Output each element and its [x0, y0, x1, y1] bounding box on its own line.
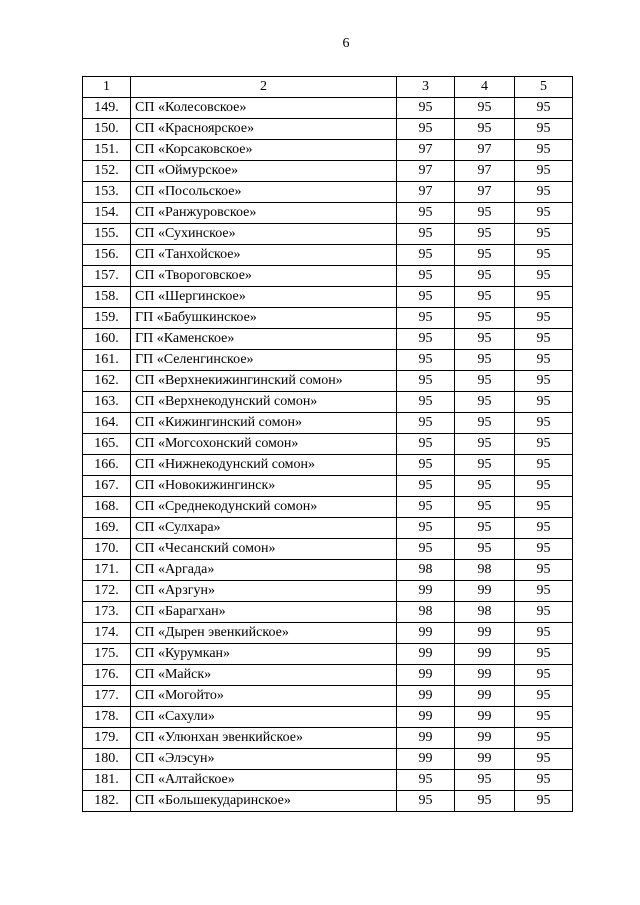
value-cell-5: 95 — [515, 602, 573, 623]
value-cell-5: 95 — [515, 455, 573, 476]
value-cell-4: 95 — [455, 476, 515, 497]
value-cell-4: 97 — [455, 140, 515, 161]
value-cell-5: 95 — [515, 728, 573, 749]
value-cell-4: 99 — [455, 644, 515, 665]
row-number-cell: 173. — [83, 602, 131, 623]
value-cell-3: 95 — [397, 791, 455, 812]
row-number-cell: 157. — [83, 266, 131, 287]
value-cell-4: 97 — [455, 182, 515, 203]
table-row — [83, 497, 573, 518]
value-cell-4: 95 — [455, 434, 515, 455]
row-number-cell: 180. — [83, 749, 131, 770]
value-cell-4: 95 — [455, 371, 515, 392]
value-cell-3: 99 — [397, 707, 455, 728]
column-header: 5 — [515, 77, 573, 98]
value-cell-3: 95 — [397, 497, 455, 518]
value-cell-3: 95 — [397, 203, 455, 224]
value-cell-4: 99 — [455, 749, 515, 770]
settlement-name-cell: ГП «Каменское» — [131, 329, 397, 350]
row-number-cell: 168. — [83, 497, 131, 518]
row-number-cell: 152. — [83, 161, 131, 182]
row-number-cell: 179. — [83, 728, 131, 749]
table-row — [83, 770, 573, 791]
value-cell-4: 95 — [455, 224, 515, 245]
settlement-name-cell: СП «Алтайское» — [131, 770, 397, 791]
value-cell-4: 95 — [455, 98, 515, 119]
value-cell-3: 95 — [397, 770, 455, 791]
settlement-name-cell: СП «Большекударинское» — [131, 791, 397, 812]
row-number-cell: 153. — [83, 182, 131, 203]
value-cell-4: 95 — [455, 119, 515, 140]
value-cell-4: 95 — [455, 413, 515, 434]
table-row — [83, 308, 573, 329]
value-cell-4: 95 — [455, 203, 515, 224]
settlement-name-cell: СП «Арзгун» — [131, 581, 397, 602]
value-cell-5: 95 — [515, 707, 573, 728]
value-cell-3: 97 — [397, 182, 455, 203]
table-row — [83, 455, 573, 476]
value-cell-3: 98 — [397, 602, 455, 623]
row-number-cell: 165. — [83, 434, 131, 455]
table-row — [83, 350, 573, 371]
table-row — [83, 392, 573, 413]
column-header: 2 — [131, 77, 397, 98]
settlement-name-cell: СП «Красноярское» — [131, 119, 397, 140]
table-row — [83, 203, 573, 224]
value-cell-5: 95 — [515, 161, 573, 182]
data-table — [82, 76, 573, 812]
value-cell-5: 95 — [515, 791, 573, 812]
value-cell-4: 95 — [455, 539, 515, 560]
settlement-name-cell: СП «Сухинское» — [131, 224, 397, 245]
value-cell-3: 99 — [397, 749, 455, 770]
settlement-name-cell: СП «Сахули» — [131, 707, 397, 728]
row-number-cell: 151. — [83, 140, 131, 161]
value-cell-5: 95 — [515, 245, 573, 266]
row-number-cell: 156. — [83, 245, 131, 266]
value-cell-4: 95 — [455, 770, 515, 791]
row-number-cell: 178. — [83, 707, 131, 728]
row-number-cell: 162. — [83, 371, 131, 392]
value-cell-3: 99 — [397, 665, 455, 686]
value-cell-3: 95 — [397, 371, 455, 392]
row-number-cell: 176. — [83, 665, 131, 686]
table-row — [83, 287, 573, 308]
settlement-name-cell: СП «Кижингинский сомон» — [131, 413, 397, 434]
value-cell-3: 98 — [397, 560, 455, 581]
settlement-name-cell: СП «Нижнекодунский сомон» — [131, 455, 397, 476]
value-cell-4: 95 — [455, 245, 515, 266]
table-row — [83, 476, 573, 497]
value-cell-3: 95 — [397, 98, 455, 119]
value-cell-4: 95 — [455, 455, 515, 476]
settlement-name-cell: СП «Среднекодунский сомон» — [131, 497, 397, 518]
value-cell-3: 95 — [397, 350, 455, 371]
value-cell-3: 95 — [397, 287, 455, 308]
value-cell-5: 95 — [515, 539, 573, 560]
value-cell-3: 95 — [397, 518, 455, 539]
value-cell-3: 99 — [397, 686, 455, 707]
settlement-name-cell: СП «Могсохонский сомон» — [131, 434, 397, 455]
value-cell-3: 95 — [397, 392, 455, 413]
value-cell-3: 95 — [397, 455, 455, 476]
row-number-cell: 167. — [83, 476, 131, 497]
value-cell-5: 95 — [515, 371, 573, 392]
row-number-cell: 174. — [83, 623, 131, 644]
value-cell-4: 95 — [455, 518, 515, 539]
table-row — [83, 140, 573, 161]
settlement-name-cell: СП «Оймурское» — [131, 161, 397, 182]
table-row — [83, 371, 573, 392]
settlement-name-cell: ГП «Селенгинское» — [131, 350, 397, 371]
value-cell-3: 95 — [397, 266, 455, 287]
value-cell-3: 95 — [397, 245, 455, 266]
value-cell-5: 95 — [515, 623, 573, 644]
value-cell-3: 95 — [397, 539, 455, 560]
value-cell-4: 98 — [455, 602, 515, 623]
value-cell-5: 95 — [515, 182, 573, 203]
row-number-cell: 172. — [83, 581, 131, 602]
value-cell-5: 95 — [515, 434, 573, 455]
value-cell-3: 99 — [397, 728, 455, 749]
table-row — [83, 224, 573, 245]
value-cell-3: 97 — [397, 140, 455, 161]
table-header-row — [83, 77, 573, 98]
table-row — [83, 266, 573, 287]
value-cell-4: 95 — [455, 329, 515, 350]
value-cell-5: 95 — [515, 644, 573, 665]
table-row — [83, 518, 573, 539]
row-number-cell: 160. — [83, 329, 131, 350]
settlement-name-cell: СП «Сулхара» — [131, 518, 397, 539]
value-cell-5: 95 — [515, 665, 573, 686]
row-number-cell: 175. — [83, 644, 131, 665]
value-cell-5: 95 — [515, 770, 573, 791]
value-cell-5: 95 — [515, 308, 573, 329]
settlement-name-cell: СП «Курумкан» — [131, 644, 397, 665]
settlement-name-cell: СП «Могойто» — [131, 686, 397, 707]
value-cell-4: 99 — [455, 686, 515, 707]
value-cell-4: 97 — [455, 161, 515, 182]
row-number-cell: 169. — [83, 518, 131, 539]
value-cell-4: 95 — [455, 266, 515, 287]
value-cell-4: 99 — [455, 665, 515, 686]
value-cell-5: 95 — [515, 392, 573, 413]
value-cell-3: 95 — [397, 119, 455, 140]
value-cell-3: 99 — [397, 623, 455, 644]
settlement-name-cell: СП «Чесанский сомон» — [131, 539, 397, 560]
table-row — [83, 623, 573, 644]
settlement-name-cell: СП «Верхнекодунский сомон» — [131, 392, 397, 413]
value-cell-5: 95 — [515, 140, 573, 161]
value-cell-5: 95 — [515, 476, 573, 497]
value-cell-5: 95 — [515, 329, 573, 350]
table-row — [83, 560, 573, 581]
table-row — [83, 602, 573, 623]
settlement-name-cell: СП «Посольское» — [131, 182, 397, 203]
value-cell-5: 95 — [515, 203, 573, 224]
settlement-name-cell: СП «Дырен эвенкийское» — [131, 623, 397, 644]
value-cell-5: 95 — [515, 518, 573, 539]
settlement-name-cell: СП «Колесовское» — [131, 98, 397, 119]
row-number-cell: 163. — [83, 392, 131, 413]
value-cell-4: 95 — [455, 287, 515, 308]
row-number-cell: 182. — [83, 791, 131, 812]
table-row — [83, 119, 573, 140]
table-row — [83, 182, 573, 203]
settlement-name-cell: СП «Новокижингинск» — [131, 476, 397, 497]
column-header: 1 — [83, 77, 131, 98]
value-cell-4: 98 — [455, 560, 515, 581]
table-row — [83, 581, 573, 602]
column-header: 4 — [455, 77, 515, 98]
value-cell-5: 95 — [515, 686, 573, 707]
table-row — [83, 644, 573, 665]
value-cell-4: 95 — [455, 308, 515, 329]
row-number-cell: 161. — [83, 350, 131, 371]
row-number-cell: 170. — [83, 539, 131, 560]
settlement-name-cell: СП «Шергинское» — [131, 287, 397, 308]
row-number-cell: 164. — [83, 413, 131, 434]
table-body — [83, 98, 573, 812]
value-cell-4: 99 — [455, 707, 515, 728]
settlement-name-cell: ГП «Бабушкинское» — [131, 308, 397, 329]
value-cell-5: 95 — [515, 287, 573, 308]
value-cell-5: 95 — [515, 224, 573, 245]
row-number-cell: 159. — [83, 308, 131, 329]
settlement-name-cell: СП «Твороговское» — [131, 266, 397, 287]
value-cell-4: 99 — [455, 728, 515, 749]
settlement-name-cell: СП «Элэсун» — [131, 749, 397, 770]
column-header: 3 — [397, 77, 455, 98]
row-number-cell: 177. — [83, 686, 131, 707]
row-number-cell: 154. — [83, 203, 131, 224]
table-row — [83, 539, 573, 560]
row-number-cell: 149. — [83, 98, 131, 119]
settlement-name-cell: СП «Танхойское» — [131, 245, 397, 266]
value-cell-4: 95 — [455, 497, 515, 518]
table-row — [83, 749, 573, 770]
value-cell-5: 95 — [515, 749, 573, 770]
value-cell-3: 99 — [397, 644, 455, 665]
table-row — [83, 413, 573, 434]
settlement-name-cell: СП «Улюнхан эвенкийское» — [131, 728, 397, 749]
value-cell-4: 95 — [455, 392, 515, 413]
settlement-name-cell: СП «Аргада» — [131, 560, 397, 581]
row-number-cell: 181. — [83, 770, 131, 791]
settlement-name-cell: СП «Майск» — [131, 665, 397, 686]
table-row — [83, 665, 573, 686]
row-number-cell: 171. — [83, 560, 131, 581]
value-cell-5: 95 — [515, 266, 573, 287]
value-cell-3: 95 — [397, 308, 455, 329]
value-cell-3: 95 — [397, 329, 455, 350]
value-cell-5: 95 — [515, 350, 573, 371]
table-row — [83, 707, 573, 728]
value-cell-5: 95 — [515, 119, 573, 140]
table-row — [83, 728, 573, 749]
row-number-cell: 158. — [83, 287, 131, 308]
value-cell-3: 97 — [397, 161, 455, 182]
value-cell-4: 95 — [455, 350, 515, 371]
value-cell-5: 95 — [515, 413, 573, 434]
row-number-cell: 155. — [83, 224, 131, 245]
table-row — [83, 329, 573, 350]
settlement-name-cell: СП «Корсаковское» — [131, 140, 397, 161]
settlement-name-cell: СП «Ранжуровское» — [131, 203, 397, 224]
value-cell-3: 95 — [397, 434, 455, 455]
value-cell-3: 99 — [397, 581, 455, 602]
row-number-cell: 150. — [83, 119, 131, 140]
value-cell-3: 95 — [397, 224, 455, 245]
value-cell-4: 99 — [455, 581, 515, 602]
value-cell-5: 95 — [515, 98, 573, 119]
table-row — [83, 98, 573, 119]
table-row — [83, 434, 573, 455]
value-cell-4: 95 — [455, 791, 515, 812]
settlement-name-cell: СП «Верхнекижингинский сомон» — [131, 371, 397, 392]
value-cell-4: 99 — [455, 623, 515, 644]
page-number: 6 — [342, 36, 350, 51]
table-row — [83, 245, 573, 266]
value-cell-5: 95 — [515, 497, 573, 518]
settlement-name-cell: СП «Барагхан» — [131, 602, 397, 623]
value-cell-5: 95 — [515, 560, 573, 581]
table-row — [83, 161, 573, 182]
table-row — [83, 791, 573, 812]
value-cell-3: 95 — [397, 476, 455, 497]
table-row — [83, 686, 573, 707]
value-cell-5: 95 — [515, 581, 573, 602]
value-cell-3: 95 — [397, 413, 455, 434]
row-number-cell: 166. — [83, 455, 131, 476]
